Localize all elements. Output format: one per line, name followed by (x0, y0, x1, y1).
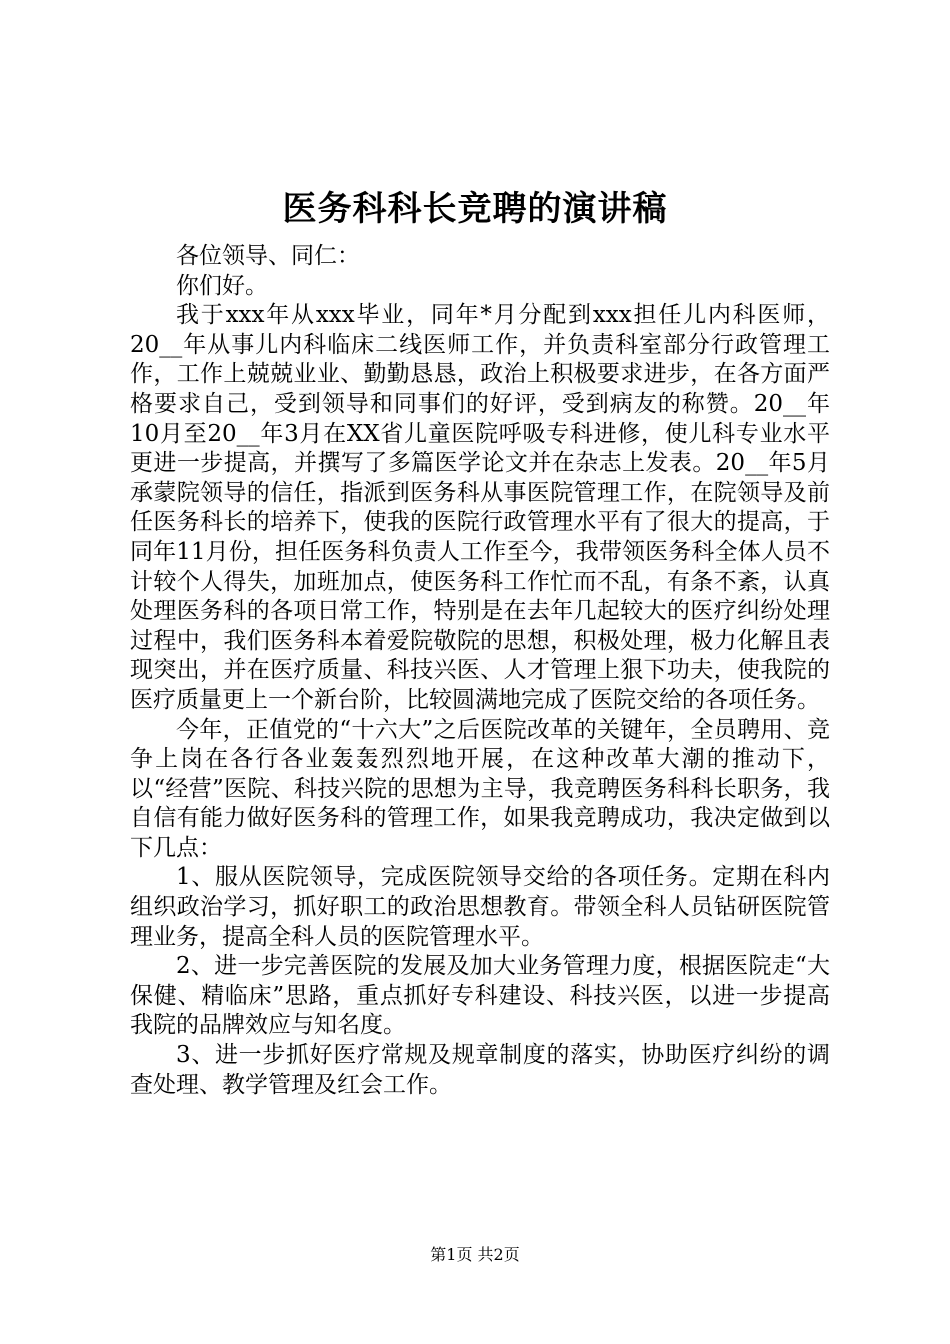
page-number-footer: 第1页 共2页 (430, 1245, 520, 1264)
paragraph-point-2: 2、进一步完善医院的发展及加大业务管理力度，根据医院走“大保健、精临床”思路，重点抓好专科建设、科技兴医，以进一步提高我院的品牌效应与知名度。 (130, 953, 830, 1039)
paragraph-candidacy: 今年，正值党的“十六大”之后医院改革的关键年，全员聘用、竞争上岗在各行各业轰轰烈烈地开展，在这种改革大潮的推动下，以“经营”医院、科技兴院的思想为主导，我竞聘医务科科长职务，我自信有能力做好医务科的管理工作，如果我竞聘成功，我决定做到以下几点： (130, 716, 830, 861)
paragraph-point-1: 1、服从医院领导，完成医院领导交给的各项任务。定期在科内组织政治学习，抓好职工的政治思想教育。带领全科人员钻研医院管理业务，提高全科人员的医院管理水平。 (130, 864, 830, 950)
paragraph-point-3: 3、进一步抓好医疗常规及规章制度的落实，协助医疗纠纷的调查处理、教学管理及红会工作。 (130, 1042, 830, 1098)
greeting: 你们好。 (176, 272, 268, 299)
salutation: 各位领导、同仁： (176, 243, 360, 269)
paragraph-experience: 我于xxx年从xxx毕业，同年*月分配到xxx担任儿内科医师，20__年从事儿内科临床二线医师工作，并负责科室部分行政管理工作，工作上兢兢业业、勤勤恳恳，政治上积极要求进步，在各方面严格要求自己，受到领导和同事们的好评，受到病友的称赞。20__年10月至20__年3月在XX省儿童医院呼吸专科进修，使儿科专业水平更进一步提高，并撰写了多篇医学论文并在杂志上发表。20__年5月承蒙院领导的信任，指派到医务科从事医院管理工作，在院领导及前任医务科长的培养下，使我的医院行政管理水平有了很大的提高，于同年11月份，担任医务科负责人工作至今，我带领医务科全体人员不计较个人得失，加班加点，使医务科工作忙而不乱，有条不紊，认真处理医务科的各项日常工作，特别是在去年几起较大的医疗纠纷处理过程中，我们医务科本着爱院敬院的思想，积极处理，极力化解且表现突出，并在医疗质量、科技兴医、人才管理上狠下功夫，使我院的医疗质量更上一个新台阶，比较圆满地完成了医院交给的各项任务。 (130, 302, 830, 713)
document-body (130, 242, 830, 1100)
document-title: 医务科科长竞聘的演讲稿 (282, 189, 668, 229)
